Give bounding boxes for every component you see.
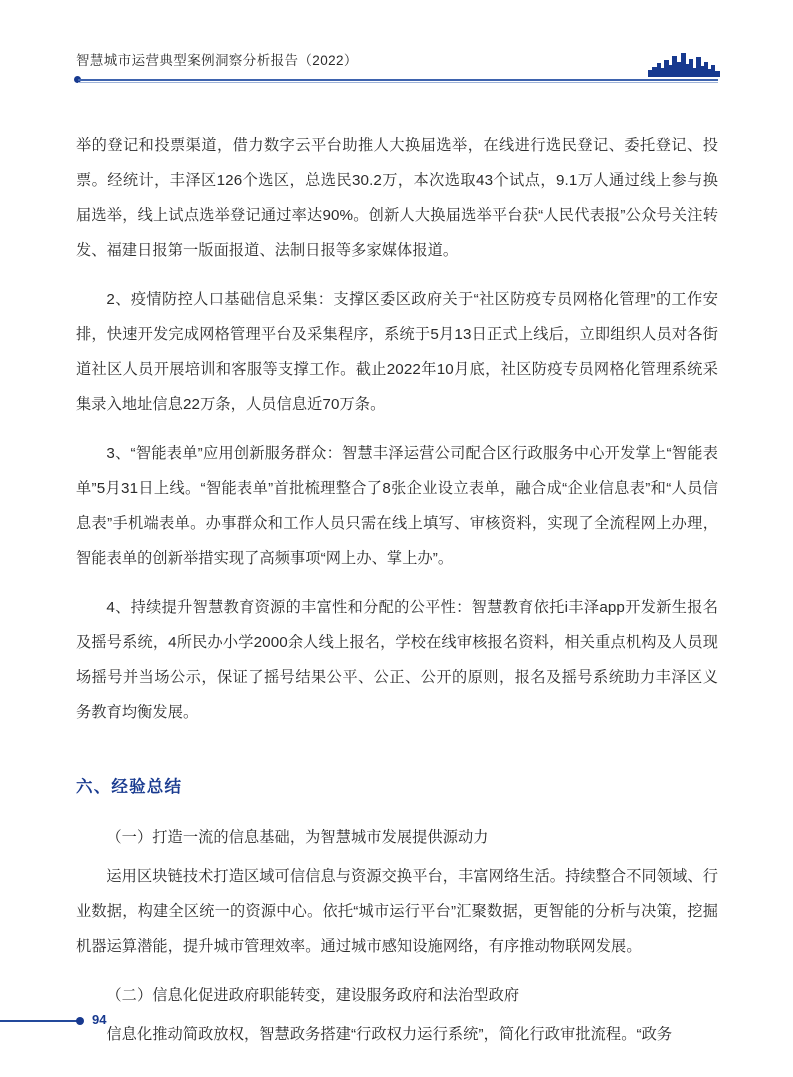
subsection-heading-one: （一）打造一流的信息基础，为智慧城市发展提供源动力 xyxy=(106,829,489,846)
subsection-paragraph-two: 信息化推动简政放权，智慧政务搭建“行政权力运行系统”，简化行政审批流程。“政务 xyxy=(106,1026,673,1043)
page-footer xyxy=(0,1009,793,1033)
page-header xyxy=(0,0,793,92)
subsection-heading-two: （二）信息化促进政府职能转变，建设服务政府和法治型政府 xyxy=(106,987,520,1004)
subsection-paragraph-one: 运用区块链技术打造区域可信信息与资源交换平台，丰富网络生活。持续整合不同领域、行业数据，构建全区统一的资源中心。依托“城市运行平台”汇聚数据，更智能的分析与决策，挖掘机器运算潜能，提升城市管理效率。通过城市感知设施网络，有序推动物联网发展。 xyxy=(76,868,718,955)
paragraph-item-2: 2、疫情防控人口基础信息采集：支撑区委区政府关于“社区防疫专员网格化管理”的工作安排，快速开发完成网格管理平台及采集程序，系统于5月13日正式上线后，立即组织人员对各街道社区人员开展培训和客服等支撑工作。截止2022年10月底，社区防疫专员网格化管理系统采集录入地址信息22万条，人员信息近70万条。 xyxy=(76,291,718,413)
header-rule xyxy=(78,79,718,81)
footer-bullet-dot xyxy=(76,1017,84,1025)
section-heading-experience-summary: 六、经验总结 xyxy=(76,778,183,796)
paragraph-continued-election: 举的登记和投票渠道，借力数字云平台助推人大换届选举，在线进行选民登记、委托登记、投票。经统计，丰泽区126个选区，总选民30.2万，本次选取43个试点，9.1万人通过线上参与换届选举，线上试点选举登记通过率达90%。创新人大换届选举平台获“人民代表报”公众号关注转发、福建日报第一版面报道、法制日报等多家媒体报道。 xyxy=(76,137,718,259)
paragraph-item-3: 3、“智能表单”应用创新服务群众：智慧丰泽运营公司配合区行政服务中心开发掌上“智能表单”5月31日上线。“智能表单”首批梳理整合了8张企业设立表单，融合成“企业信息表”和“人员信息表”手机端表单。办事群众和工作人员只需在线上填写、审核资料，实现了全流程网上办理，智能表单的创新举措实现了高频事项“网上办、掌上办”。 xyxy=(76,445,718,567)
page-content xyxy=(76,128,718,1058)
header-rule-secondary xyxy=(78,82,718,83)
footer-rule xyxy=(0,1020,78,1022)
page-number: 94 xyxy=(92,1012,107,1027)
city-skyline-icon xyxy=(648,51,720,77)
header-title: 智慧城市运营典型案例洞察分析报告（2022） xyxy=(76,53,358,68)
paragraph-item-4: 4、持续提升智慧教育资源的丰富性和分配的公平性：智慧教育依托i丰泽app开发新生报名及摇号系统，4所民办小学2000余人线上报名，学校在线审核报名资料，相关重点机构及人员现场摇号并当场公示，保证了摇号结果公平、公正、公开的原则，报名及摇号系统助力丰泽区义务教育均衡发展。 xyxy=(76,599,718,721)
